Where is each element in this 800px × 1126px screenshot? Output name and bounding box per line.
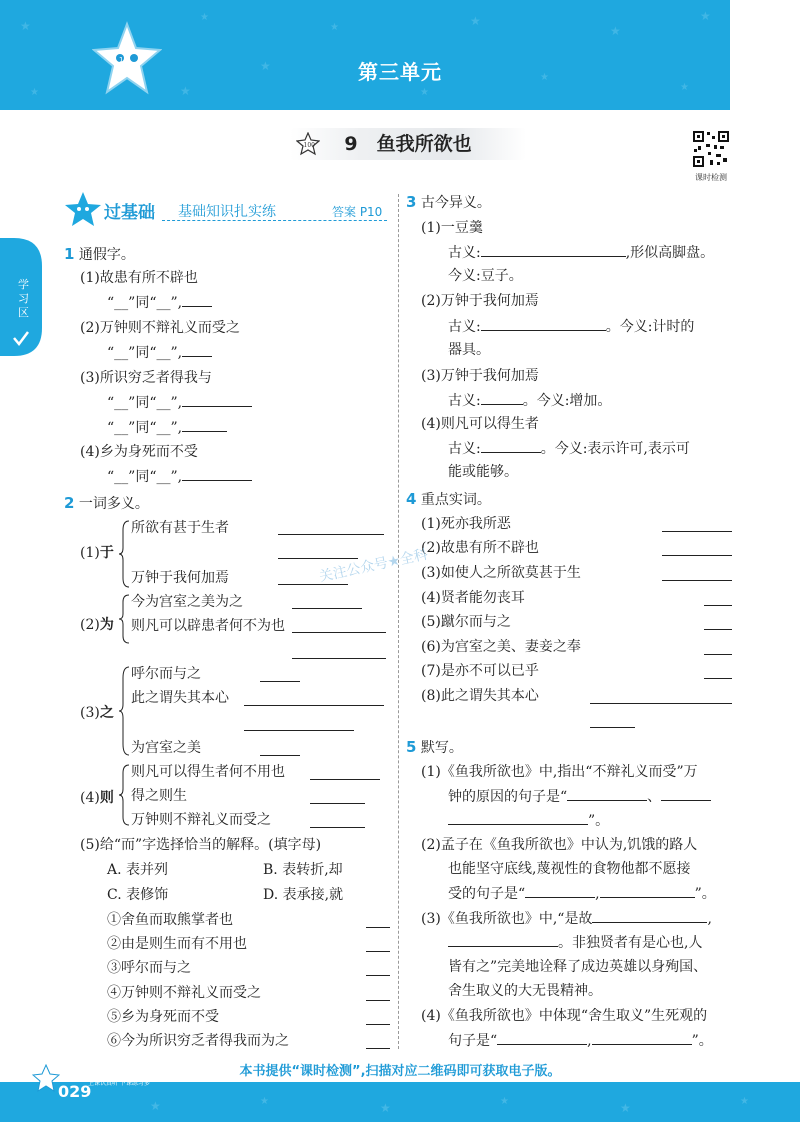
footer-mascot-icon xyxy=(32,1064,60,1094)
option-a: A. 表并列 xyxy=(107,862,169,878)
answer-line[interactable] xyxy=(366,1048,390,1049)
banner-right-strip xyxy=(730,0,800,110)
svg-text:★: ★ xyxy=(620,1101,631,1115)
q1-item-4-fill: “__”同“__”, xyxy=(107,466,252,487)
watermark: 关注公众号★全科 xyxy=(317,546,430,586)
answer-line[interactable] xyxy=(366,1000,390,1001)
answer-line[interactable] xyxy=(662,531,732,532)
answer-line[interactable] xyxy=(590,703,732,704)
q2-g3-label: (3)之 xyxy=(80,705,114,721)
q4-header xyxy=(406,489,491,510)
q3-title: 古今异义。 xyxy=(420,195,491,211)
q3-i1-ancient: 古义: ,形似高脚盘。 xyxy=(448,242,714,263)
answer-line[interactable] xyxy=(662,555,732,556)
q5-i2-line1: (2)孟子在《鱼我所欲也》中认为,饥饿的路人 xyxy=(421,837,698,853)
q5-i3-line2: 。非独贤者有是心也,人 xyxy=(448,932,702,953)
lesson-title: 9 鱼我所欲也 xyxy=(344,133,472,155)
q2-g4-s1: 则凡可以得生者何不用也 xyxy=(131,764,285,780)
q5-i2-line3: 受的句子是“ , ”。 xyxy=(448,883,716,904)
er-item-4: ④万钟则不辩礼义而受之 xyxy=(107,985,261,1001)
answer-line[interactable] xyxy=(366,1024,390,1025)
svg-text:★: ★ xyxy=(700,9,711,23)
q1-item-3-fill-2: “__”同“__”, xyxy=(107,417,227,438)
q1-item-3-fill: “__”同“__”, xyxy=(107,392,252,413)
q2-g3-s3: 为宫室之美 xyxy=(131,740,201,756)
q3-header xyxy=(406,192,491,213)
svg-text:★: ★ xyxy=(380,1101,391,1115)
q5-header xyxy=(406,737,463,758)
q3-i2-ancient: 古义: 。今义:计时的 xyxy=(448,316,694,337)
q4-title: 重点实词。 xyxy=(420,492,491,508)
q2-g1-s1: 所欲有甚于生者 xyxy=(131,520,229,536)
q2-g3-s2: 此之谓失其本心 xyxy=(131,690,229,706)
answer-line[interactable] xyxy=(310,803,365,804)
svg-text:★: ★ xyxy=(740,1096,749,1107)
answer-line[interactable] xyxy=(662,580,732,581)
page-number: 029 xyxy=(58,1082,92,1101)
q5-i1-line2: 钟的原因的句子是“ 、 xyxy=(448,786,711,807)
svg-text:★: ★ xyxy=(30,87,39,98)
section-underline xyxy=(162,220,387,221)
svg-text:★: ★ xyxy=(150,1099,161,1113)
svg-text:★: ★ xyxy=(330,22,339,33)
unit-title: 第三单元 xyxy=(358,60,442,84)
star-mascot-small-icon xyxy=(62,190,104,228)
answer-line[interactable] xyxy=(704,678,732,679)
q4-item-1: (1)死亦我所恶 xyxy=(421,516,511,532)
answer-line[interactable] xyxy=(260,681,300,682)
q5-title: 默写。 xyxy=(420,740,463,756)
svg-text:★: ★ xyxy=(680,82,689,93)
q4-item-6: (6)为宫室之美、妻妾之奉 xyxy=(421,639,581,655)
q4-item-5: (5)蹴尔而与之 xyxy=(421,614,511,630)
svg-text:★: ★ xyxy=(420,87,429,98)
svg-text:100: 100 xyxy=(303,142,315,149)
answer-line[interactable] xyxy=(278,534,384,535)
q5-i1-line1: (1)《鱼我所欲也》中,指出“不辩礼义而受”万 xyxy=(421,764,698,780)
q4-item-8: (8)此之谓失其本心 xyxy=(421,688,539,704)
er-item-1: ①舍鱼而取熊掌者也 xyxy=(107,912,233,928)
answer-line[interactable] xyxy=(704,654,732,655)
brace-icon xyxy=(118,666,130,756)
answer-line[interactable] xyxy=(590,727,635,728)
q5-i3-line3: 皆有之”完美地诠释了成边英雄以身殉国、 xyxy=(448,959,708,975)
q4-item-2: (2)故患有所不辟也 xyxy=(421,540,539,556)
brace-icon xyxy=(118,520,130,588)
answer-line[interactable] xyxy=(278,584,348,585)
page-tag: 上课认真听 下课练习多 xyxy=(88,1080,150,1087)
answer-line[interactable] xyxy=(310,827,365,828)
q1-item-2-fill: “__”同“__”, xyxy=(107,342,212,363)
section-title: 过基础 xyxy=(104,203,155,223)
q2-g4-label: (4)则 xyxy=(80,790,114,806)
qr-label: 课时检测 xyxy=(695,173,727,182)
q4-item-7: (7)是亦不可以已乎 xyxy=(421,663,539,679)
answer-line[interactable] xyxy=(366,975,390,976)
q1-item-2: (2)万钟则不辩礼义而受之 xyxy=(80,320,240,336)
column-divider xyxy=(398,194,399,1049)
q3-i4-modern2: 能或能够。 xyxy=(448,464,518,480)
q3-i1-modern: 今义:豆子。 xyxy=(448,268,523,284)
q1-item-1: (1)故患有所不辟也 xyxy=(80,270,198,286)
q3-i3-label: (3)万钟于我何加焉 xyxy=(421,368,539,384)
q3-i3-ancient: 古义: 。今义:增加。 xyxy=(448,390,611,411)
q2-header xyxy=(64,493,149,514)
q2-g2-s1: 今为宫室之美为之 xyxy=(131,594,243,610)
q1-header xyxy=(64,244,135,265)
svg-text:★: ★ xyxy=(260,59,271,73)
svg-text:★: ★ xyxy=(20,19,31,33)
svg-text:★: ★ xyxy=(500,1096,509,1107)
q5-number: 5 xyxy=(406,738,417,756)
q1-title: 通假字。 xyxy=(78,247,135,263)
svg-text:★: ★ xyxy=(260,1096,269,1107)
er-item-3: ③呼尔而与之 xyxy=(107,960,191,976)
answer-line[interactable] xyxy=(704,605,732,606)
er-item-5: ⑤乡为身死而不受 xyxy=(107,1009,219,1025)
answer-line[interactable] xyxy=(366,927,390,928)
answer-line[interactable] xyxy=(366,951,390,952)
answer-line[interactable] xyxy=(278,558,358,559)
q4-number: 4 xyxy=(406,490,417,508)
q1-item-1-fill: “__”同“__”, xyxy=(107,292,212,313)
q1-number: 1 xyxy=(64,245,75,263)
q2-number: 2 xyxy=(64,494,75,512)
q5-i3-line1: (3)《鱼我所欲也》中,“是故 , xyxy=(421,908,712,929)
q2-g1-label: (1)于 xyxy=(80,545,114,561)
answer-reference: 答案 P10 xyxy=(332,205,383,219)
svg-text:★: ★ xyxy=(180,84,191,98)
q3-i4-label: (4)则凡可以得生者 xyxy=(421,416,539,432)
svg-text:★: ★ xyxy=(540,72,549,83)
section-header xyxy=(62,196,392,226)
q2-g5-intro: (5)给“而”字选择恰当的解释。(填字母) xyxy=(80,837,322,853)
brace-icon xyxy=(118,764,130,826)
er-item-2: ②由是则生而有不用也 xyxy=(107,936,247,952)
q2-g2-label: (2)为 xyxy=(80,617,114,633)
footer-note: 本书提供“课时检测”,扫描对应二维码即可获取电子版。 xyxy=(239,1064,561,1079)
q5-i2-line2: 也能坚守底线,蔑视性的食物他都不愿接 xyxy=(448,861,691,877)
er-item-6: ⑥今为所识穷乏者得我而为之 xyxy=(107,1033,289,1049)
q3-i2-modern2: 器具。 xyxy=(448,342,490,358)
q2-g3-s1: 呼尔而与之 xyxy=(131,666,201,682)
q5-i3-line4: 舍生取义的大无畏精神。 xyxy=(448,983,602,999)
q2-g1-s2: 万钟于我何加焉 xyxy=(131,570,229,586)
section-subtitle: 基础知识扎实练 xyxy=(178,204,276,220)
answer-line[interactable] xyxy=(244,705,384,706)
q5-i4-line1: (4)《鱼我所欲也》中体现“舍生取义”生死观的 xyxy=(421,1008,708,1024)
qr-code-icon[interactable] xyxy=(692,130,730,168)
q2-g4-s2: 得之则生 xyxy=(131,788,187,804)
q4-item-4: (4)贤者能勿丧耳 xyxy=(421,590,525,606)
answer-line[interactable] xyxy=(292,632,386,633)
q3-number: 3 xyxy=(406,193,417,211)
q1-item-3: (3)所识穷乏者得我与 xyxy=(80,370,212,386)
q3-i1-label: (1)一豆羹 xyxy=(421,220,483,236)
option-b: B. 表转折,却 xyxy=(263,862,343,878)
answer-line[interactable] xyxy=(704,629,732,630)
q2-g2-s2: 则凡可以辟患者何不为也 xyxy=(131,618,285,634)
answer-line[interactable] xyxy=(292,658,386,659)
q5-i4-line2: 句子是“ , ”。 xyxy=(448,1030,713,1051)
q4-item-3: (3)如使人之所欲莫甚于生 xyxy=(421,565,581,581)
q2-g4-s3: 万钟则不辩礼义而受之 xyxy=(131,812,271,828)
side-tab-label: 学习区 xyxy=(18,278,29,319)
brace-icon xyxy=(118,594,130,644)
footer-bar xyxy=(0,1082,800,1122)
answer-line[interactable] xyxy=(260,755,300,756)
option-c: C. 表修饰 xyxy=(107,887,169,903)
answer-line[interactable] xyxy=(292,608,362,609)
footer-star-pattern-icon xyxy=(0,1082,800,1122)
svg-text:★: ★ xyxy=(610,24,621,38)
option-d: D. 表承接,就 xyxy=(263,887,344,903)
answer-line[interactable] xyxy=(244,730,354,731)
q5-i1-line3: ”。 xyxy=(448,810,609,831)
svg-text:★: ★ xyxy=(470,14,481,28)
q2-title: 一词多义。 xyxy=(78,496,149,512)
svg-text:10: 10 xyxy=(119,56,128,64)
svg-text:★: ★ xyxy=(200,12,209,23)
q3-i2-label: (2)万钟于我何加焉 xyxy=(421,293,539,309)
answer-line[interactable] xyxy=(310,779,380,780)
q1-item-4: (4)乡为身死而不受 xyxy=(80,444,198,460)
q3-i4-ancient: 古义: 。今义:表示许可,表示可 xyxy=(448,438,690,459)
lesson-title-bar xyxy=(290,128,526,160)
